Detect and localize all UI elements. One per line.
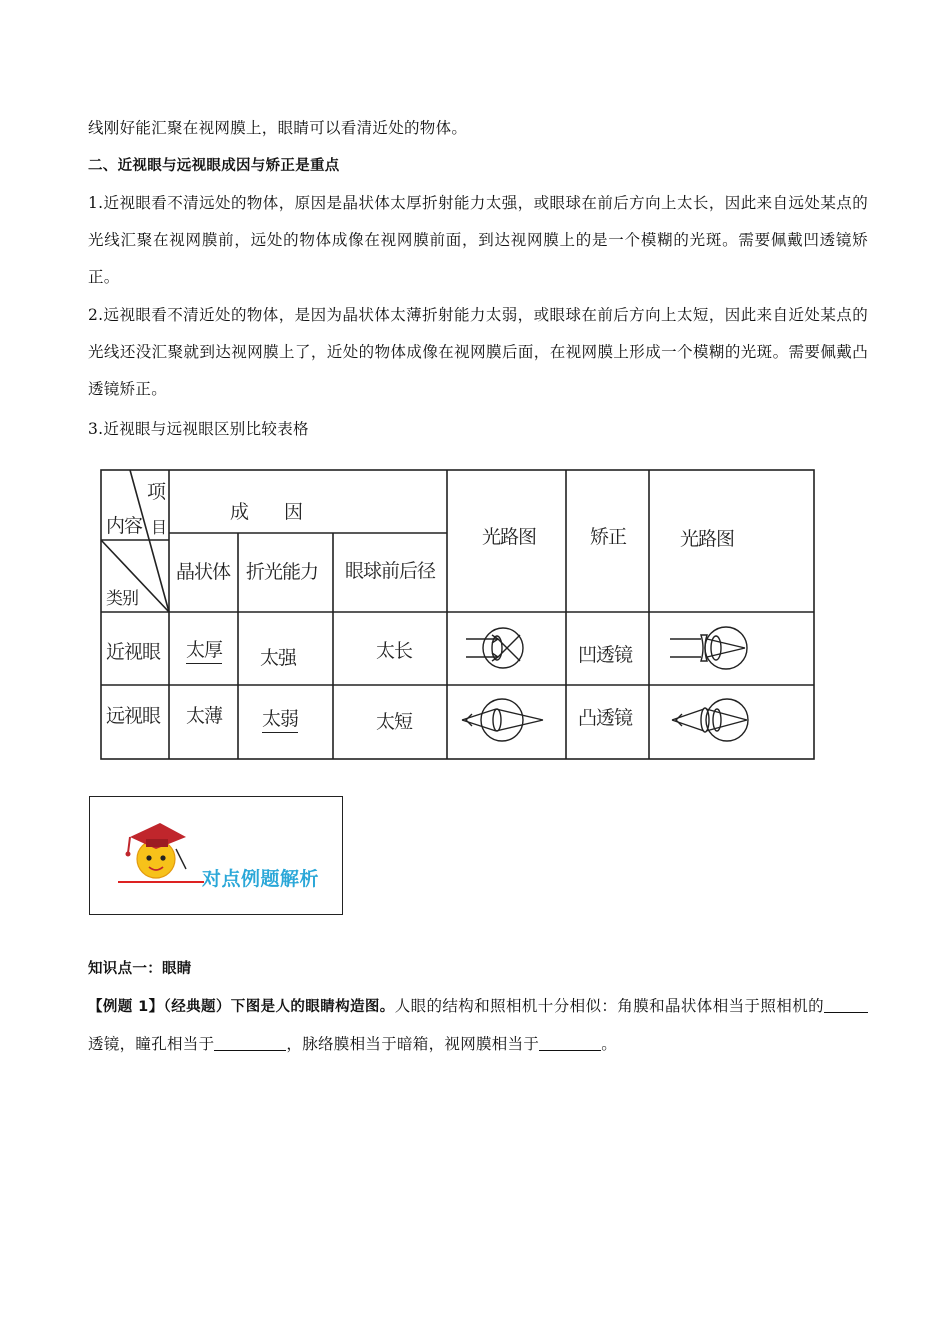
blank-2[interactable] (214, 1034, 286, 1051)
example-text-b: 透镜，瞳孔相当于 (88, 1035, 215, 1053)
paragraph-myopia: 1.近视眼看不清远处的物体，原因是晶状体太厚折射能力太强，或眼球在前后方向上太长，因此来自远处某点的光线汇聚在视网膜前，远处的物体成像在视网膜前面，到达视网膜上的是一个模糊的光斑。需要佩戴凹透镜矫正。 (88, 194, 868, 286)
banner-label: 对点例题解析 (202, 868, 320, 890)
section-heading: 二、近视眼与远视眼成因与矫正是重点 (88, 158, 340, 174)
example-text-a: 人眼的结构和照相机十分相似：角膜和晶状体相当于照相机的 (394, 997, 824, 1015)
example-text-c: ，脉络膜相当于暗箱，视网膜相当于 (286, 1035, 540, 1053)
header-cause: 成 因 (230, 501, 303, 523)
banner-underline (118, 881, 204, 883)
comparison-table (100, 469, 816, 761)
example-text-d: 。 (601, 1035, 618, 1053)
row-myopia-correction: 凹透镜 (578, 644, 633, 666)
example-question (88, 988, 868, 1063)
row-hyperopia-crystal: 太薄 (186, 705, 223, 727)
paragraph-continuation: 线刚好能汇聚在视网膜上，眼睛可以看清近处的物体。 (88, 119, 468, 137)
blank-1[interactable] (824, 996, 868, 1013)
paragraph-table-intro: 3.近视眼与远视眼区别比较表格 (88, 420, 309, 438)
header-item-2: 目 (151, 518, 167, 537)
hyperopia-lightpath-icon (462, 699, 543, 741)
row-hyperopia-name: 远视眼 (106, 705, 161, 727)
row-myopia-eyeball: 太长 (376, 640, 413, 662)
convex-corrected-lightpath-icon (672, 699, 748, 741)
header-lightpath-1: 光路图 (482, 526, 537, 548)
paragraph-hyperopia: 2.远视眼看不清近处的物体，是因为晶状体太薄折射能力太弱，或眼球在前后方向上太短，因此来自近处某点的光线还没汇聚就到达视网膜上了，近处的物体成像在视网膜后面，在视网膜上形成一个模糊的光斑。需要佩戴凸透镜矫正。 (88, 306, 868, 398)
mascot-icon (116, 809, 196, 889)
header-crystal: 晶状体 (176, 561, 231, 583)
concave-corrected-lightpath-icon (670, 627, 747, 669)
header-refraction: 折光能力 (246, 561, 319, 583)
myopia-lightpath-icon (466, 628, 523, 668)
header-eyeball: 眼球前后径 (345, 560, 436, 582)
blank-3[interactable] (539, 1034, 601, 1051)
example-source: （经典题）下图是人的眼睛构造图。 (163, 999, 395, 1015)
row-hyperopia-refraction: 太弱 (262, 704, 298, 733)
row-myopia-name: 近视眼 (106, 641, 161, 663)
example-banner (89, 796, 343, 915)
row-myopia-refraction: 太强 (260, 647, 297, 669)
example-tag: 【例题 1】 (88, 999, 164, 1015)
row-myopia-crystal: 太厚 (186, 635, 222, 664)
row-hyperopia-eyeball: 太短 (376, 711, 413, 733)
header-content: 内容 (106, 515, 143, 537)
knowledge-point-title: 知识点一：眼睛 (88, 961, 192, 977)
header-category: 类别 (106, 589, 138, 609)
header-item-1: 项 (147, 481, 166, 503)
header-correction: 矫正 (590, 526, 627, 548)
header-lightpath-2: 光路图 (680, 528, 735, 550)
row-hyperopia-correction: 凸透镜 (578, 707, 633, 729)
